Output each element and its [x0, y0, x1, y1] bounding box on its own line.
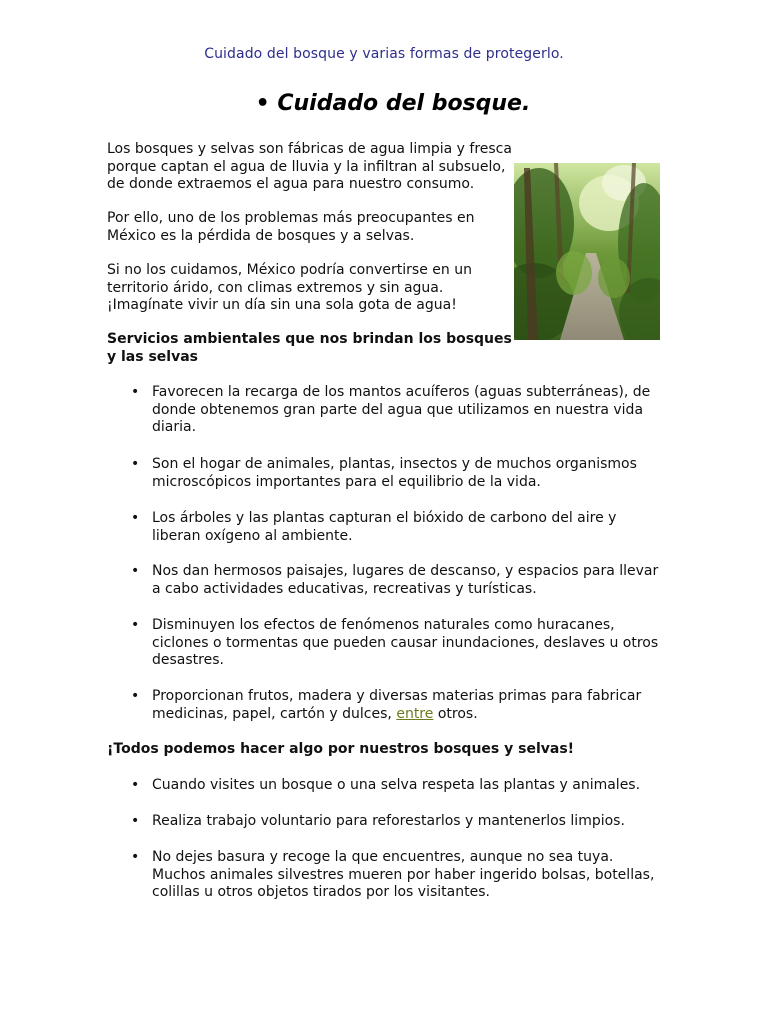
bullet-icon: • [131, 849, 140, 865]
bullet-icon: • [131, 813, 140, 829]
bullet-icon: • [131, 777, 140, 793]
page-heading: • Cuidado del bosque. [255, 91, 531, 116]
intro-paragraph-2: Por ello, uno de los problemas más preocupantes en México es la pérdida de bosques y a selvas. [107, 210, 475, 244]
bullet-icon: • [131, 510, 140, 526]
bullet-icon: • [131, 688, 140, 704]
bullet-icon: • [131, 456, 140, 472]
intro-paragraph-3: Si no los cuidamos, México podría convertirse en un territorio árido, con climas extremos y sin agua. ¡Imagínate vivir un día sin una sola gota de agua! [107, 262, 472, 313]
bullet-icon: • [131, 563, 140, 579]
bullet-icon: • [131, 384, 140, 400]
actions-heading: ¡Todos podemos hacer algo por nuestros bosques y selvas! [107, 741, 575, 757]
entre-link[interactable]: entre [396, 705, 434, 722]
forest-path-photo [514, 163, 660, 340]
intro-paragraph-1: Los bosques y selvas son fábricas de agua limpia y fresca porque captan el agua de lluvia y la infiltran al subsuelo, de donde extraemos el agua para nuestro consumo. [107, 141, 512, 192]
bullet-icon: • [131, 617, 140, 633]
services-heading: Servicios ambientales que nos brindan los bosques y las selvas [107, 331, 512, 365]
document-title: Cuidado del bosque y varias formas de protegerlo. [204, 46, 564, 62]
